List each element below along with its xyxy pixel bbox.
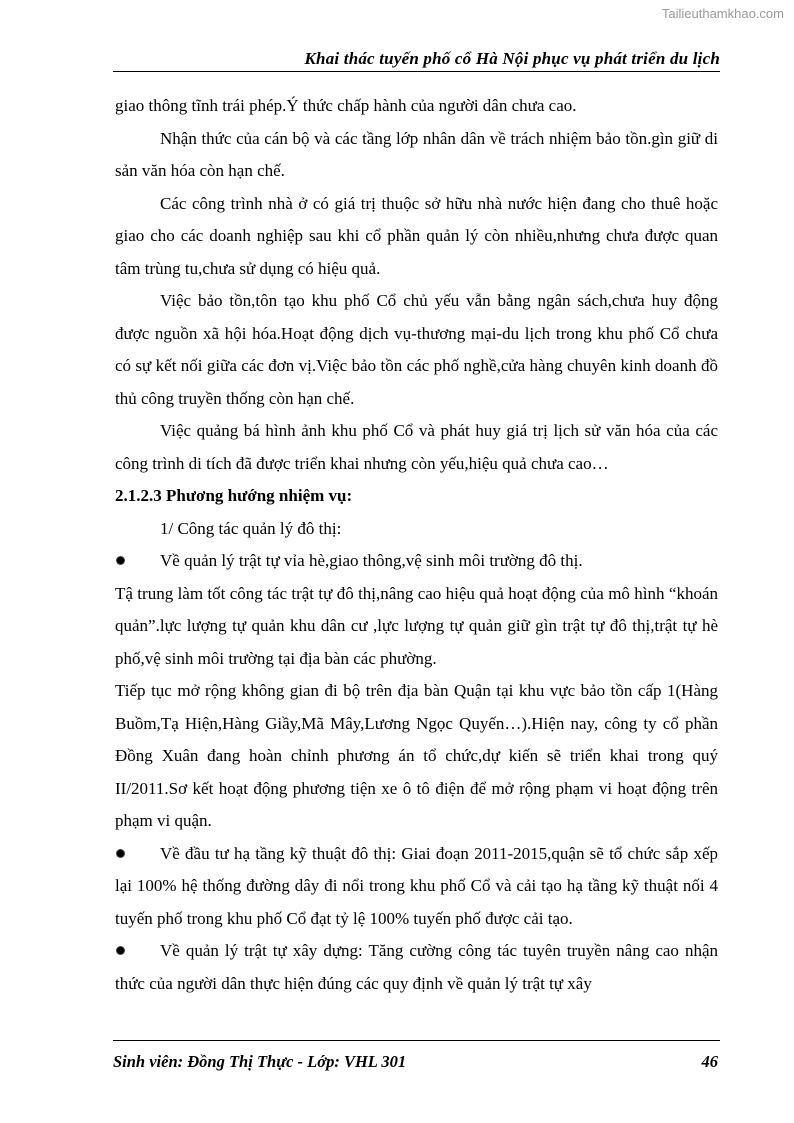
- watermark: Tailieuthamkhao.com: [661, 6, 784, 21]
- paragraph-6: Tậ trung làm tốt công tác trật tự đô thị,nâng cao hiệu quả hoạt động của mô hình “khoán quản”.lực lượng tự quản khu dân cư ,lực lượng tự quản giữ gìn trật tự đô thị,trật tự hè phố,vệ sinh môi trường tại địa bàn các phường.: [115, 583, 718, 668]
- subsection-title: 1/ Công tác quản lý đô thị:: [160, 518, 342, 538]
- paragraph-5: Việc quảng bá hình ảnh khu phố Cổ và phát huy giá trị lịch sử văn hóa của các công trình di tích đã được triển khai nhưng còn yếu,hiệu quả chưa cao…: [115, 421, 718, 473]
- bullet-item-2: [115, 838, 718, 936]
- paragraph-4: Việc bảo tồn,tôn tạo khu phố Cổ chủ yếu vẫn bằng ngân sách,chưa huy động được nguồn xã hội hóa.Hoạt động dịch vụ-thương mại-du lịch trong khu phố Cổ chưa có sự kết nối giữa các đơn vị.Việc bảo tồn các phố nghề,cửa hàng chuyên kinh doanh đồ thủ công truyền thống còn hạn chế.: [115, 291, 718, 408]
- document-body: [115, 90, 718, 1000]
- footer-student-info: Sinh viên: Đồng Thị Thực - Lớp: VHL 301: [113, 1052, 407, 1071]
- page-number: 46: [701, 1052, 718, 1071]
- paragraph-1: giao thông tĩnh trái phép.Ý thức chấp hành của người dân chưa cao.: [115, 96, 577, 115]
- bullet-icon: [117, 850, 124, 857]
- bullet-item-2-text: Về đầu tư hạ tầng kỹ thuật đô thị: Giai đoạn 2011-2015,quận sẽ tổ chức sắp xếp lại 100% hệ thống đường dây đi nổi trong khu phố Cổ và cải tạo hạ tầng kỹ thuật nối 4 tuyến phố trong khu phố Cổ đạt tỷ lệ 100% tuyến phố được cải tạo.: [115, 843, 718, 928]
- bullet-icon: [117, 947, 124, 954]
- paragraph-3: Các công trình nhà ở có giá trị thuộc sở hữu nhà nước hiện đang cho thuê hoặc giao cho các doanh nghiệp sau khi cổ phần quản lý còn nhiều,nhưng chưa được quan tâm trùng tu,chưa sử dụng có hiệu quả.: [115, 193, 718, 278]
- bullet-icon: [117, 557, 124, 564]
- section-heading: 2.1.2.3 Phương hướng nhiệm vụ:: [115, 486, 353, 505]
- paragraph-2: Nhận thức của cán bộ và các tầng lớp nhân dân về trách nhiệm bảo tồn.gìn giữ di sản văn hóa còn hạn chế.: [115, 128, 718, 180]
- bullet-item-1: [115, 545, 718, 578]
- bullet-item-3-text: Về quản lý trật tự xây dựng: Tăng cường công tác tuyên truyền nâng cao nhận thức của người dân thực hiện đúng các quy định về quản lý trật tự xây: [115, 941, 718, 993]
- bullet-item-3: [115, 935, 718, 1000]
- footer-divider: [113, 1040, 720, 1041]
- header-divider: [113, 71, 720, 72]
- paragraph-7: Tiếp tục mở rộng không gian đi bộ trên địa bàn Quận tại khu vực bảo tồn cấp 1(Hàng Buồm,Tạ Hiện,Hàng Giầy,Mã Mây,Lương Ngọc Quyến…).Hiện nay, công ty cổ phần Đồng Xuân đang hoàn chỉnh phương án tổ chức,dự kiến sẽ triển khai trong quý II/2011.Sơ kết hoạt động phương tiện xe ô tô điện để mở rộng phạm vi hoạt động trên phạm vi quận.: [115, 681, 718, 830]
- bullet-item-1-text: Về quản lý trật tự vỉa hè,giao thông,vệ sinh môi trường đô thị.: [160, 551, 583, 570]
- page-header-title: Khai thác tuyến phố cổ Hà Nội phục vụ phát triển du lịch: [304, 49, 720, 68]
